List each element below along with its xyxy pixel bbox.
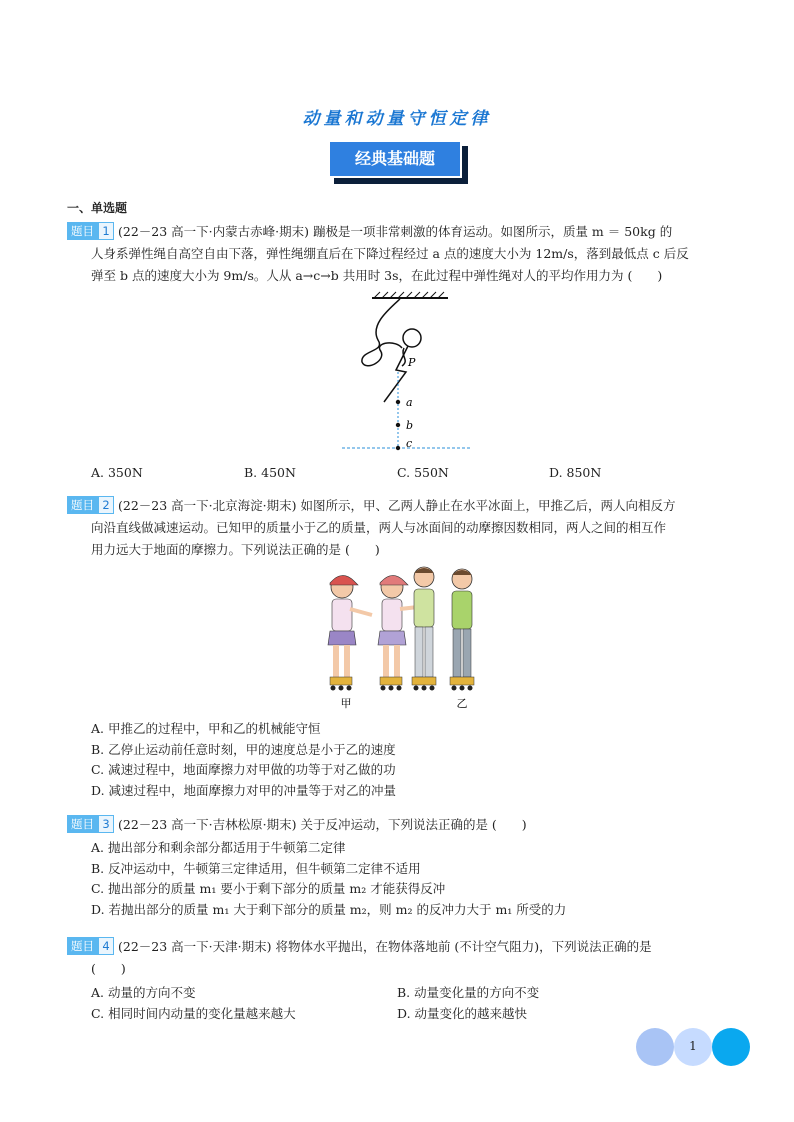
person-yi [450,569,474,691]
option-a: A. 动量的方向不变 [91,985,196,1000]
option-b: B. 450N [244,465,296,480]
page-circle-decor [636,1028,674,1066]
option-a: A. 甲推乙的过程中，甲和乙的机械能守恒 [91,721,321,736]
question-number: 3 [98,815,114,833]
option-d: D. 减速过程中，地面摩擦力对甲的冲量等于对乙的冲量 [91,782,397,798]
label-c: c [406,437,413,450]
page-indicator [636,1028,752,1066]
label-p: P [408,356,416,369]
question-text-line: 向沿直线做减速运动。已知甲的质量小于乙的质量，两人与冰面间的动摩擦因数相同，两人之间的相互作 [91,520,667,535]
label-a: a [406,396,413,409]
label-yi: 乙 [456,697,468,710]
question-2 [67,495,727,561]
option-c: C. 550N [397,465,449,480]
option-b: B. 反冲运动中，牛顿第三定律适用，但牛顿第二定律不适用 [91,860,421,876]
question-badge: 题目 [67,937,98,955]
person-yi-pushed [412,567,436,691]
question-badge: 题目 [67,815,98,833]
question-text-line: 弹至 b 点的速度大小为 9m/s。人从 a→c→b 共用时 3s，在此过程中弹性绳对人的平均作用力为 ( ) [91,268,663,283]
question-number: 2 [98,496,114,514]
question-text-line: (22－23 高一下·吉林松原·期末) 关于反冲运动，下列说法正确的是 ( ) [118,817,527,832]
question-badge: 题目 [67,222,98,240]
question-text-line: 用力远大于地面的摩擦力。下列说法正确的是 ( ) [91,542,380,557]
question-text-line: (22－23 高一下·天津·期末) 将物体水平抛出，在物体落地前 (不计空气阻力)，下列说法正确的是 [118,939,652,954]
option-b: B. 动量变化量的方向不变 [397,985,540,1000]
person-jia [328,575,372,690]
option-d: D. 动量变化的越来越快 [397,1006,528,1021]
option-c: C. 抛出部分的质量 m₁ 要小于剩下部分的质量 m₂ 才能获得反冲 [91,881,446,896]
person-jia-pushing [378,575,418,690]
bungee-figure [330,290,490,460]
question-number: 1 [98,222,114,240]
option-d: D. 850N [549,465,602,480]
option-a: A. 350N [91,465,143,480]
question-3 [67,814,727,836]
question-1 [67,221,727,287]
section-heading: 一、单选题 [67,201,128,215]
options-q3 [91,838,566,920]
question-text-line: ( ) [91,961,126,976]
page-circle-decor [712,1028,750,1066]
option-c: C. 相同时间内动量的变化量越来越大 [91,1006,296,1021]
option-b: B. 乙停止运动前任意时刻，甲的速度总是小于乙的速度 [91,741,396,757]
option-d: D. 若抛出部分的质量 m₁ 大于剩下部分的质量 m₂，则 m₂ 的反冲力大于 m₁ 所受的力 [91,901,567,917]
label-jia: 甲 [340,697,352,710]
section-banner [328,140,470,186]
option-a: A. 抛出部分和剩余部分都适用于牛顿第二定律 [91,840,346,855]
question-text-line: 人身系弹性绳自高空自由下落，弹性绳绷直后在下降过程经过 a 点的速度大小为 12m/s，落到最低点 c 后反 [91,246,689,261]
question-badge: 题目 [67,496,98,514]
options-q2 [91,719,396,801]
banner-label: 经典基础题 [328,140,462,178]
label-b: b [406,419,414,432]
skaters-figure [310,565,500,710]
question-text-line: (22－23 高一下·北京海淀·期末) 如图所示，甲、乙两人静止在水平冰面上，甲推乙后，两人向相反方 [118,498,676,513]
page-number: 1 [689,1039,697,1053]
question-number: 4 [98,937,114,955]
option-c: C. 减速过程中，地面摩擦力对甲做的功等于对乙做的功 [91,762,396,777]
question-text-line: (22－23 高一下·内蒙古赤峰·期末) 蹦极是一项非常刺激的体育运动。如图所示，质量 m ＝ 50kg 的 [118,224,673,239]
document-title: 动量和动量守恒定律 [302,109,492,129]
question-4 [67,936,727,980]
